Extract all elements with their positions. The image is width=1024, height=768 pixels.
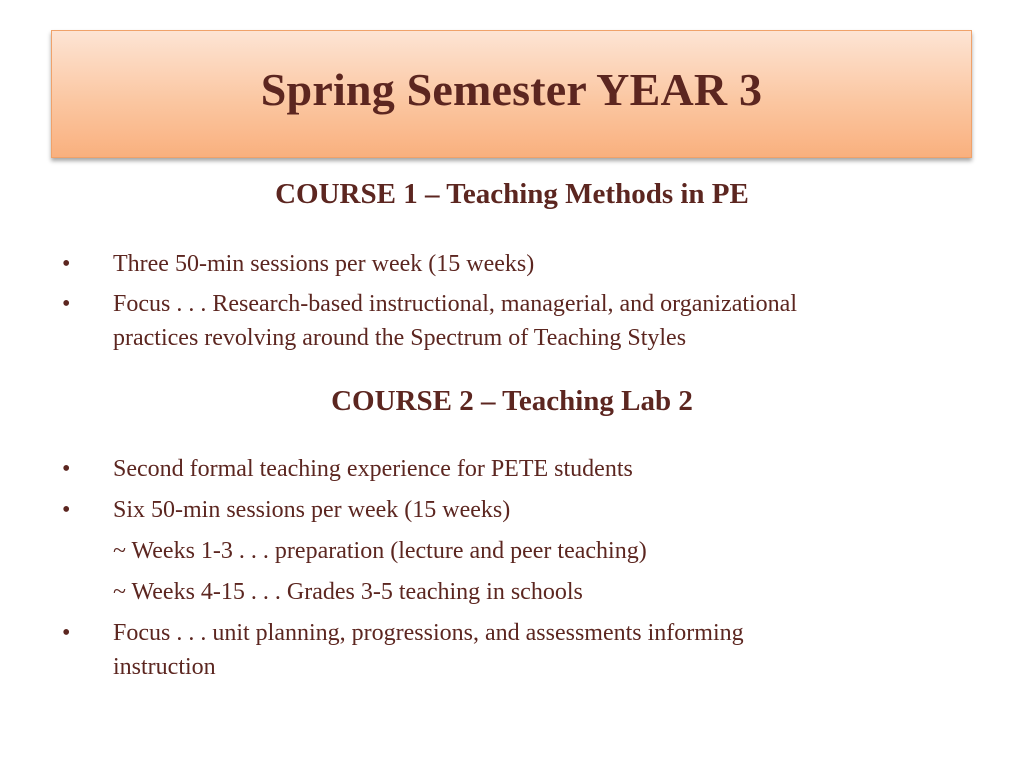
course2-subitem-weeks-1-3: ~ Weeks 1-3 . . . preparation (lecture and peer teaching) — [113, 538, 647, 564]
course1-item-2-line-1: Focus . . . Research-based instructional, managerial, and organizational — [113, 291, 797, 317]
bullet-glyph: • — [62, 291, 71, 317]
course2-item-5-line-2: instruction — [113, 654, 216, 680]
course1-item-2-line-2: practices revolving around the Spectrum of Teaching Styles — [113, 325, 687, 351]
bullet-glyph: • — [62, 497, 71, 523]
course1-item-1-line-1: Three 50-min sessions per week (15 weeks) — [113, 251, 535, 277]
title-banner — [51, 30, 972, 158]
course2-item-1-line-1: Second formal teaching experience for PETE students — [113, 456, 633, 482]
course2-subitem-weeks-4-15: ~ Weeks 4-15 . . . Grades 3-5 teaching in schools — [113, 579, 583, 605]
course2-item-5-line-1: Focus . . . unit planning, progressions, and assessments informing — [113, 620, 744, 646]
bullet-glyph: • — [62, 620, 71, 646]
bullet-glyph: • — [62, 251, 71, 277]
bullet-glyph: • — [62, 456, 71, 482]
course2-heading: COURSE 2 – Teaching Lab 2 — [331, 385, 693, 417]
course1-heading: COURSE 1 – Teaching Methods in PE — [275, 178, 749, 210]
course2-item-2-line-1: Six 50-min sessions per week (15 weeks) — [113, 497, 511, 523]
slide-title: Spring Semester YEAR 3 — [260, 63, 763, 115]
